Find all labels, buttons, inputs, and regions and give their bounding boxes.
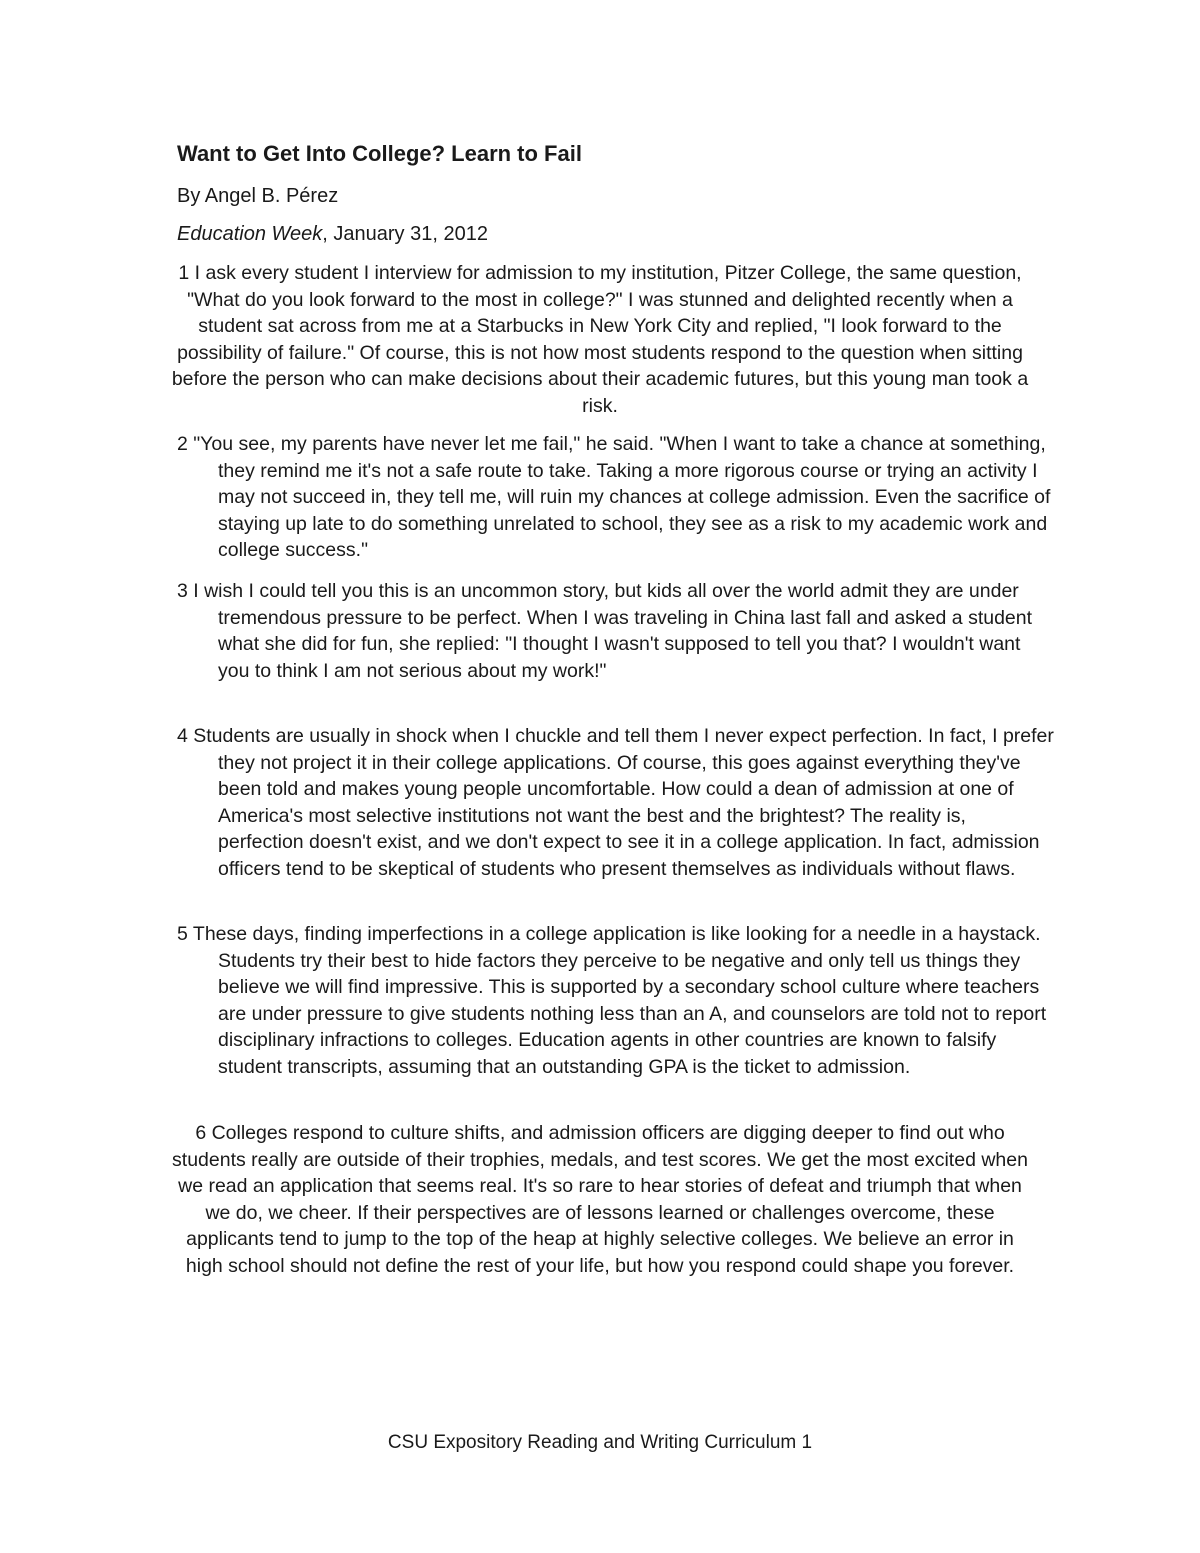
paragraph-2: 2 "You see, my parents have never let me fail," he said. "When I want to take a chance at something, they remind me it's not a safe route to take. Taking a more rigorous course or trying an activity I may not succeed in, they tell me, will ruin my chances at college admission. Even the sacrifice of staying up late to do something unrelated to school, they see as a risk to my academic work and college success." [177,433,1051,562]
article-byline: By Angel B. Pérez [177,185,339,207]
publication-name: Education Week [177,223,323,245]
article-source [177,223,488,246]
publication-date: , January 31, 2012 [322,223,488,245]
paragraph-1: 1 I ask every student I interview for admission to my institution, Pitzer College, the same question, "What do you look forward to the most in college?" I was stunned and delighted recently when a student sat across from me at a Starbucks in New York City and replied, "I look forward to the possibility of failure." Of course, this is not how most students respond to the question when sitting before the person who can make decisions about their academic futures, but this young man took a risk. [171,262,1029,417]
paragraph-6: 6 Colleges respond to culture shifts, and admission officers are digging deeper to find out who students really are outside of their trophies, medals, and test scores. We get the most excited when we read an application that seems real. It's so rare to hear stories of defeat and triumph that when we do, we cheer. If their perspectives are of lessons learned or challenges overcome, these applicants tend to jump to the top of the heap at highly selective colleges. We believe an error in high school should not define the rest of your life, but how you respond could shape you forever. [172,1122,1028,1277]
paragraph-4: 4 Students are usually in shock when I chuckle and tell them I never expect perfection. In fact, I prefer they not project it in their college applications. Of course, this goes against everything they've been told and makes young people uncomfortable. How could a dean of admission at one of America's most selective institutions not want the best and the brightest? The reality is, perfection doesn't exist, and we don't expect to see it in a college application. In fact, admission officers tend to be skeptical of students who present themselves as individuals without flaws. [177,725,1054,880]
page-footer: CSU Expository Reading and Writing Curriculum 1 [387,1432,813,1453]
paragraph-5: 5 These days, finding imperfections in a college application is like looking for a needle in a haystack. Students try their best to hide factors they perceive to be negative and only tell us things they believe we will find impressive. This is supported by a secondary school culture where teachers are under pressure to give students nothing less than an A, and counselors are told not to report disciplinary infractions to colleges. Education agents in other countries are known to falsify student transcripts, assuming that an outstanding GPA is the ticket to admission. [177,923,1047,1078]
article-title: Want to Get Into College? Learn to Fail [177,141,582,166]
paragraph-3: 3 I wish I could tell you this is an uncommon story, but kids all over the world admit they are under tremendous pressure to be perfect. When I was traveling in China last fall and asked a student what she did for fun, she replied: "I thought I wasn't supposed to tell you that? I wouldn't want you to think I am not serious about my work!" [177,580,1033,682]
